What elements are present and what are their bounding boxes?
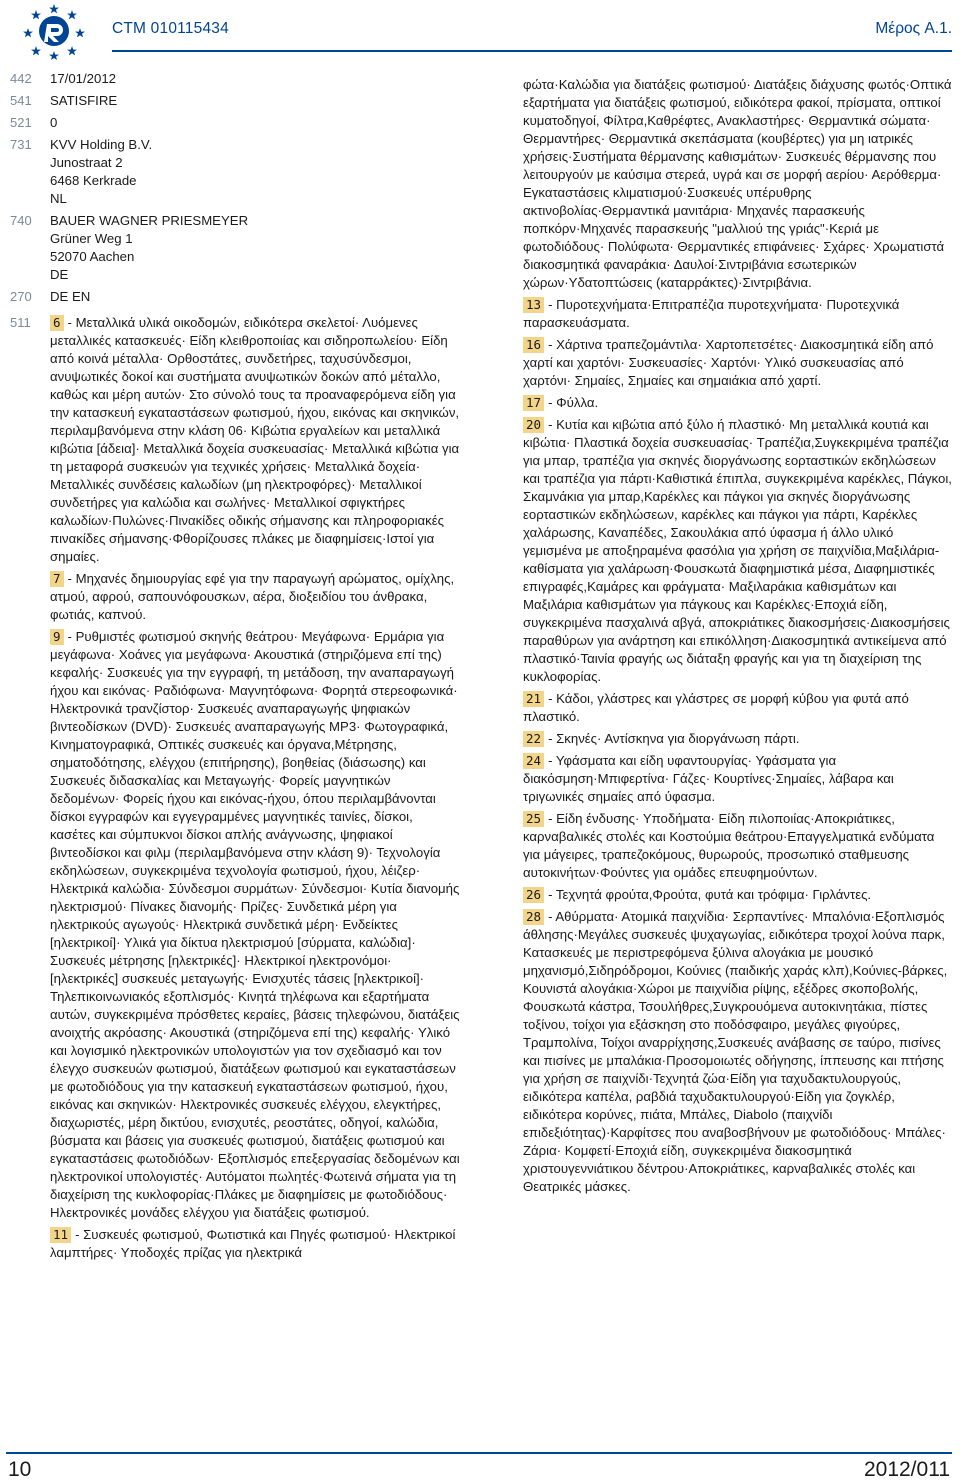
field-value-line: 52070 Aachen <box>50 249 135 264</box>
footer-divider <box>6 1452 952 1454</box>
class-entry <box>50 314 460 566</box>
class-entry <box>523 76 955 292</box>
class-number-badge: 6 <box>50 315 64 331</box>
class-description: - Κάδοι, γλάστρες και γλάστρες σε μορφή κύβου για φυτά από πλαστικό. <box>523 691 909 724</box>
field-code: 740 <box>10 213 32 228</box>
page-header <box>0 0 960 62</box>
field-value-line: BAUER WAGNER PRIESMEYER <box>50 213 249 228</box>
field-value-line: 6468 Kerkrade <box>50 173 137 188</box>
field-code: 511 <box>10 315 31 330</box>
class-description: φώτα·Καλώδια για διατάξεις φωτισμού· Διατάξεις διάχυσης φωτός·Οπτικά εξαρτήματα για διατάξεις φωτισμού, ειδικότερα φακοί, πρίσματα, οπτικοί κυματοδηγοί, Φίλτρα,Καθρέφτες, Ανακλαστήρες· Θερμαντικά σώματα· Θερμαντήρες· Θερμαντικά σκεπάσματα (κουβέρτες) για μη ιατρικές χρήσεις·Συστήματα θέρμανσης καθισμάτων· Συσκευές θέρμανσης που λειτουργούν με καύσιμα στερεά, υγρά και σε μορφή αερίου· Αερόθερμα· Εγκαταστάσεις κλιματισμού·Συσκευές υπέρυθρης ακτινοβολίας·Θερμαντικά μανιτάρια· Μηχανές παρασκευής ποπκόρν·Μηχανές παρασκευής "μαλλιού της γριάς"·Κεριά με φωτοδιόδους· Πολύφωτα· Θερμαντικές επιφάνειες· Σχάρες· Χρωματιστά διακοσμητικά φαναράκια· Δαυλοί·Σιντριβάνια εσωτερικών χώρων·Υδατοπτώσεις (καταρράκτες)·Σιντριβάνια. <box>523 77 952 290</box>
class-number-badge: 25 <box>523 811 544 827</box>
class-entry <box>523 886 955 904</box>
class-number-badge: 16 <box>523 337 544 353</box>
field-value-line: KVV Holding B.V. <box>50 137 153 152</box>
class-description: - Μεταλλικά υλικά οικοδομών, ειδικότερα σκελετοί· Λυόμενες μεταλλικές κατασκευές· Είδη κλειθροποιίας και σιδηροπωλείου· Είδη από κοινά μέταλλα· Ορθοστάτες, συνδετήρες, ταχυσύνδεσμοι, ανυψωτικές δοκοί και συστήματα ανυψωτικών δοκών από μέταλλο, καθώς και μέρη αυτών· Στο σύνολό τους τα προαναφερόμενα είδη για την κατασκευή εγκαταστάσεων φωτισμού, ήχου, εικόνας και σκηνικών, περιλαμβανόμενα στην κλάση 06· Κιβώτια εργαλείων και μεταλλικά κιβώτια [άδεια]· Μεταλλικά δοχεία συσκευασίας· Μεταλλικά κιβώτια για τη μεταφορά συσκευών για τεχνικές χρήσεις· Μεταλλικά δοχεία· Μεταλλικές συνδέσεις καλωδίων (μη ηλεκτροφόρες)· Μεταλλικοί συνδετήρες για καλώδια και σωλήνες· Μεταλλικοί σφιγκτήρες καλωδίων·Πυλώνες·Πινακίδες οδικής σήμανσης και πληροφοριακές πινακίδες σήμανσης·Φθορίζουσες πλάκες με διαφημίσεις·Ιστοί για σημαίες. <box>50 315 460 564</box>
field-value <box>50 288 470 306</box>
class-number-badge: 9 <box>50 629 64 645</box>
field-value-line: NL <box>50 191 67 206</box>
classes-list-left <box>0 314 470 1262</box>
class-entry <box>50 1226 460 1262</box>
class-number-badge: 13 <box>523 297 544 313</box>
field-code: 731 <box>10 137 32 152</box>
class-entry <box>523 908 955 1196</box>
class-description: - Κυτία και κιβώτια από ξύλο ή πλαστικό· Μη μεταλλικά κουτιά και κιβώτια· Πλαστικά δοχεία συσκευασίας· Τραπέζια,Συγκεκριμένα τραπέζια για μπαρ, τραπέζια για σκηνές διοργάνωσης εορταστικών εκδηλώσεων και τραπέζια για πάρτι·Καθιστικά έπιπλα, συγκεκριμένα καρέκλες, Πάγκοι, Σκαμνάκια για μπαρ,Καρέκλες και πάγκοι για σκηνές διοργάνωσης εορταστικών εκδηλώσεων, καρέκλες και πάγκοι για πάρτι, Καρέκλες χαλάρωσης, Καναπέδες, Σακουλάκια από ύφασμα ή άλλο υλικό γεμισμένα με αποξηραμένα φασόλια για χρήση σε παιχνίδια,Μαξιλάρια-καθίσματα για χαλάρωση·Φουσκωτά διαφημιστικά μέσα, Διαφημιστικές επιγραφές,Καμάρες και φράγματα· Μαξιλαράκια καθισμάτων και Μαξιλάρια καθισμάτων για πάγκους και Καρέκλες·Εποχιά είδη, συγκεκριμένα πασχαλινά αβγά, αποκριάτικες διακοσμήσεις·Διακοσμήσεις παραθύρων για ανάρτηση και επικόλληση·Διακοσμητικά αντικείμενα από πλαστικό·Ταινία φραγής ως διάταξη φραγής και για τη διαχείριση της κυκλοφορίας. <box>523 417 952 684</box>
field-value <box>50 70 470 88</box>
class-entry <box>523 394 955 412</box>
biblio-field <box>0 92 470 110</box>
page-footer <box>0 1424 960 1482</box>
class-entry <box>50 628 460 1222</box>
field-value <box>50 136 470 208</box>
biblio-fields <box>0 70 470 310</box>
class-description: - Υφάσματα και είδη υφαντουργίας· Υφάσματα για διακόσμηση·Μπιφερτίνα· Γάζες· Κουρτίνες·Σημαίες, λάβαρα και τριγωνικές σημαίες από ύφασμα. <box>523 753 894 804</box>
biblio-field <box>0 114 470 132</box>
field-value <box>50 92 470 110</box>
class-entry <box>523 690 955 726</box>
class-description: - Μηχανές δημιουργίας εφέ για την παραγωγή αρώματος, ομίχλης, ατμού, αφρού, σαπουνόφουσκων, αέρα, διοξειδίου του άνθρακα, φωτιάς, καπνού. <box>50 571 455 622</box>
class-number-badge: 26 <box>523 887 544 903</box>
document-title: CTM 010115434 <box>112 20 229 37</box>
class-number-badge: 21 <box>523 691 544 707</box>
biblio-column <box>0 70 470 1262</box>
class-entry <box>523 752 955 806</box>
issue-number: 2012/011 <box>863 1458 950 1481</box>
class-description: - Σκηνές· Αντίσκηνα για διοργάνωση πάρτι. <box>548 731 800 746</box>
field-value-line: 0 <box>50 115 58 130</box>
field-value-line: 17/01/2012 <box>50 71 117 86</box>
class-entry <box>523 296 955 332</box>
class-description: - Φύλλα. <box>548 395 599 410</box>
class-description: - Είδη ένδυσης· Υποδήματα· Είδη πιλοποιίας·Αποκριάτικες, καρναβαλικές στολές και Κοστούμια θεάτρου·Επαγγελματικά ενδύματα για μάγειρες, τραπεζοκόμους, θυρωρούς, προσωπικό σταθμευσης αυτοκινήτων·Φούντες για ομάδες επευφημούντων. <box>523 811 935 880</box>
field-value-line: DE <box>50 267 69 282</box>
class-number-badge: 17 <box>523 395 544 411</box>
class-number-badge: 28 <box>523 909 544 925</box>
field-value-line: DE EN <box>50 289 91 304</box>
part-label: Μέρος A.1. <box>875 20 952 37</box>
class-number-badge: 11 <box>50 1227 71 1243</box>
class-entry <box>523 810 955 882</box>
field-value-line: Grüner Weg 1 <box>50 231 133 246</box>
class-entry <box>523 336 955 390</box>
field-value <box>50 212 470 284</box>
class-entry <box>523 730 955 748</box>
class-entry <box>523 416 955 686</box>
class-number-badge: 24 <box>523 753 544 769</box>
header-divider <box>112 50 952 52</box>
class-entry <box>50 570 460 624</box>
page-number: 10 <box>8 1458 32 1481</box>
class-description: - Συσκευές φωτισμού, Φωτιστικά και Πηγές φωτισμού· Ηλεκτρικοί λαμπτήρες· Υποδοχές πρίζας για ηλεκτρικά <box>50 1227 456 1260</box>
field-code: 541 <box>10 93 32 108</box>
field-code: 270 <box>10 289 32 304</box>
biblio-field <box>0 288 470 306</box>
biblio-field <box>0 212 470 284</box>
field-code: 521 <box>10 115 32 130</box>
class-number-badge: 7 <box>50 571 64 587</box>
class-number-badge: 22 <box>523 731 544 747</box>
field-code: 442 <box>10 71 32 86</box>
eu-ohim-logo-icon <box>6 2 102 60</box>
class-description: - Ρυθμιστές φωτισμού σκηνής θεάτρου· Μεγάφωνα· Ερμάρια για μεγάφωνα· Χοάνες για μεγάφωνα· Ακουστικά (στηριζόμενα επί της) κεφαλής· Συσκευές για την εγγραφή, τη μετάδοση, την αναπαραγωγή ήχου και εικόνας· Ραδιόφωνα· Μαγνητόφωνα· Φορητά στερεοφωνικά· Ηλεκτρονικά τρανζίστορ· Συσκευές αναπαραγωγής ψηφιακών βιντεοδίσκων (DVD)· Συσκευές αναπαραγωγής MP3· Φωτογραφικά, Κινηματογραφικά, Οπτικές συσκευές και όργανα,Μέτρησης, σηματοδότησης, ελέγχου (επιτήρησης), βοηθείας (διάσωσης) και Συσκευές διδασκαλίας και Μεταγωγής· Φορείς μαγνητικών δεδομένων· Φορείς ήχου και εικόνας-ήχου, όπου περιλαμβάνονται δίσκοι εγγραφών και εγγεγραμμένες μαγνητικές ταινίες, δίσκοι, κασέτες και σύμπυκνοι δίσκοι απλής ανάγνωσης, ψηφιακοί βιντεοδίσκοι και φιλμ (περιλαμβανόμενα στην κλάση 9)· Τεχνολογία εκδηλώσεων, συγκεκριμένα τεχνολογία φωτισμού, ήχου, λέιζερ· Ηλεκτρικά καλώδια· Σύνδεσμοι συρμάτων· Σύνδεσμοι· Κυτία διανομής ηλεκτρισμού· Πίνακες διανομής· Πρίζες· Συνδετικά μέρη για ηλεκτρικούς αγωγούς· Ηλεκτρικά συνδετικά μέρη· Ενδείκτες [ηλεκτρικοί]· Υλικά για δίκτυα ηλεκτρισμού [σύρματα, καλώδια]· Συσκευές μέτρησης [ηλεκτρικές]· Ηλεκτρικοί ηλεκτρονόμοι· [ηλεκτρικές] συσκευές μεταγωγής· Ενισχυτές τάσεις [ηλεκτρικοί]· Τηλεπικοινωνιακός εξοπλισμός· Κινητά τηλέφωνα και εξαρτήματα αυτών, συγκεκριμένα πρόσθετες κεραίες, βάσεις τηλεφώνου, διατάξεις ανοιχτής ακρόασης· Ακουστικά (στηριζόμενα επί της) κεφαλής· Υλικό και λογισμικό ηλεκτρονικών υπολογιστών για τον σχεδιασμό και τον έλεγχο συσκευών φωτισμού, διατάξεων φωτισμού και εγκαταστάσεων με φωτοδιόδους για την κατασκευή εγκαταστάσεων φωτισμού, ήχου, εικόνας και σκηνικών· Ηλεκτρονικές συσκευές ελέγχου, ελεγκτήρες, διαχωριστές, μέρη δικτύου, ενισχυτές, ρεοστάτες, οδηγοί, καλώδια, βύσματα και βάσεις για συσκευές φωτισμού, διατάξεις φωτισμού και εγκαταστάσεις φωτοδιόδων· Εξοπλισμός επεξεργασίας δεδομένων και ηλεκτρονικοί υπολογιστές· Αυτόματοι πωλητές·Φωτεινά σήματα για τη διαχείριση της κυκλοφορίας·Πλάκες με διαφημίσεις με φωτοδιόδους· Ηλεκτρονικές μονάδες ελέγχου για διατάξεις φωτισμού. <box>50 629 460 1220</box>
class-description: - Τεχνητά φρούτα,Φρούτα, φυτά και τρόφιμα· Γιρλάντες. <box>548 887 872 902</box>
class-description: - Αθύρματα· Ατομικά παιχνίδια· Σερπαντίνες· Μπαλόνια·Εξοπλισμός άθλησης·Μεγάλες συσκευές ψυχαγωγίας, ειδικότερα τροχοί λούνα παρκ, Κατασκευές με περιστρεφόμενα ξύλινα αλογάκια με μουσικό μηχανισμό,Σιδηρόδρομοι, Κούνιες (παιδικής χαράς κλπ),Κούνιες-βάρκες, Κουνιστά αλογάκια·Χώροι με παιχνίδια ρίψης, εξέδρες σκοποβολής, Φουσκωτά κάστρα, Τσουλήθρες,Συγκρουόμενα αυτοκινητάκια, πίστες τοξίνου, τοίχοι για εξάσκηση στο ποδόσφαιρο, μεγάλες φιγούρες, Τραμπολίνα, Τοίχοι αναρρίχησης,Συσκευές ανάβασης σε ταύρο, πισίνες και πισίνες με μπαλάκια·Προσομοιωτές οδήγησης, ίππευσης και πτήσης για χρήση σε παιχνίδι·Τεχνητά ζώα·Είδη για ταχυδακτυλουργούς, ειδικότερα καπέλα, ραβδιά ταχυδακτυλουργού·Είδη για ζογκλέρ, ειδικότερα κορύνες, πιάτα, Μπάλες, Diabolo (παιχνίδι επιδεξιότητας)·Καρφίτσες που αναβοσβήνουν με φωτοδιόδους· Μπάλες· Ζάρια· Κομφετί·Εποχιά είδη, συγκεκριμένα διακοσμητικά χριστουγεννιάτικου δέντρου·Αποκριάτικες, καρναβαλικές στολές και Θεατρικές μάσκες. <box>523 909 948 1194</box>
biblio-field <box>0 136 470 208</box>
field-value <box>50 114 470 132</box>
class-number-badge: 20 <box>523 417 544 433</box>
classes-list-right <box>523 76 955 1196</box>
class-description: - Χάρτινα τραπεζομάντιλα· Χαρτοπετσέτες· Διακοσμητικά είδη από χαρτί και χαρτόνι· Συσκευασίες· Χαρτόνι· Υλικό συσκευασίας από χαρτόνι· Σημαίες, Σημαίες και σημαιάκια από χαρτί. <box>523 337 934 388</box>
class-description: - Πυροτεχνήματα·Επιτραπέζια πυροτεχνήματα· Πυροτεχνικά παρασκευάσματα. <box>523 297 900 330</box>
biblio-field <box>0 70 470 88</box>
field-value-line: Junostraat 2 <box>50 155 123 170</box>
field-value-line: SATISFIRE <box>50 93 118 108</box>
